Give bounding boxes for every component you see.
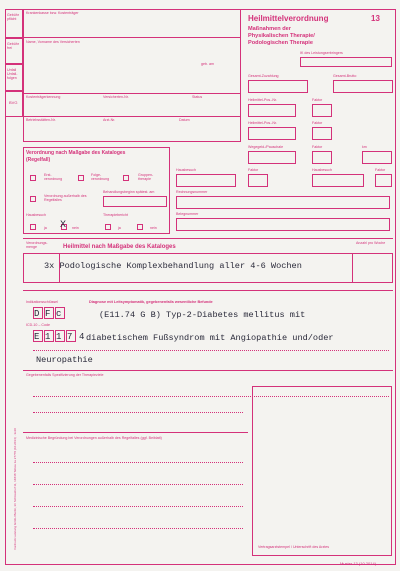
icd-char-4: 7 bbox=[67, 332, 73, 342]
goals-label: Gegebenenfalls Spezifizierung der Therapieziele bbox=[26, 373, 104, 377]
key-char-3: c bbox=[56, 309, 62, 319]
factor-boxes-1 bbox=[312, 104, 332, 117]
follow-prescription-checkbox[interactable] bbox=[78, 175, 84, 181]
travel-boxes bbox=[248, 151, 296, 164]
first-prescription-label: Erst- verordnung bbox=[44, 173, 63, 181]
start-date-boxes bbox=[103, 196, 167, 207]
invoice-no-label: Rechnungsnummer bbox=[176, 190, 208, 194]
item-no-label-1: Heilmittel-Pos.-Nr. bbox=[248, 98, 277, 102]
doctor-no-label: Arzt-Nr. bbox=[103, 118, 116, 122]
remedy-heading: Heilmittel nach Maßgabe des Kataloges bbox=[63, 244, 176, 250]
insured-no-label: Versicherten-Nr. bbox=[103, 95, 129, 99]
home-visit-no-label: nein bbox=[72, 226, 79, 230]
icd-char-3: 1 bbox=[56, 332, 62, 342]
qty-label: Verordnungs- menge bbox=[26, 241, 48, 249]
indication-key-label: Indikationsschlüssel bbox=[26, 300, 58, 304]
receipt-no-boxes bbox=[176, 218, 390, 231]
factor-label-5: Faktor bbox=[375, 168, 386, 172]
ik-label: IK des Leistungserbringers bbox=[300, 51, 343, 55]
follow-prescription-label: Folge- verordnung bbox=[91, 173, 110, 181]
item-no-boxes-1 bbox=[248, 104, 296, 117]
total-gross-boxes bbox=[333, 80, 393, 93]
diagnosis-line-2: diabetischem Fußsyndrom mit Angiopathie und/oder bbox=[86, 333, 334, 343]
form-number: 13 bbox=[371, 14, 380, 23]
home-visit-label-r1: Hausbesuch bbox=[176, 168, 196, 172]
report-no-label: nein bbox=[150, 226, 157, 230]
total-copay-label: Gesamt-Zuzahlung bbox=[248, 74, 279, 78]
home-visit-yes-label: ja bbox=[44, 226, 47, 230]
reason-label: Medizinische Begründung bei Verordnungen außerhalb des Regelfalles (ggf. Beiblatt) bbox=[26, 436, 162, 440]
side-print: Vordruck Leistung GmbH Berlin, Im Schlosshof 11, 14848 Teltow 1a 27770 (10.2014) · 3x10 bbox=[13, 428, 17, 550]
outside-regular-label: Verordnung außerhalb des Regelfalles bbox=[44, 194, 87, 202]
per-week-label: Anzahl pro Woche bbox=[356, 241, 386, 245]
form-title: Heilmittelverordnung bbox=[248, 14, 329, 23]
subtitle-3: Podologischen Therapie bbox=[248, 40, 313, 46]
icd-label: ICD-10 – Code bbox=[26, 323, 50, 327]
km-boxes bbox=[362, 151, 392, 164]
tab-fee-free: Gebühr frei bbox=[5, 38, 23, 64]
item-no-boxes-2 bbox=[248, 127, 296, 140]
insurer-id-label: Kostenträgerkennung bbox=[26, 95, 61, 99]
insurer-label: Krankenkasse bzw. Kostenträger bbox=[26, 11, 79, 15]
home-visit-yes-checkbox[interactable] bbox=[30, 224, 36, 230]
factor-boxes-4 bbox=[248, 174, 268, 187]
factor-boxes-2 bbox=[312, 127, 332, 140]
factor-label-1: Faktor bbox=[312, 98, 323, 102]
home-visit-label: Hausbesuch bbox=[26, 213, 46, 217]
diagnosis-heading: Diagnose mit Leitsymptomatik, gegebenenfalls wesentliche Befunde bbox=[89, 300, 213, 304]
outside-regular-checkbox[interactable] bbox=[30, 196, 36, 202]
report-yes-label: ja bbox=[118, 226, 121, 230]
factor-boxes-3 bbox=[312, 151, 332, 164]
practice-no-label: Betriebsstätten-Nr. bbox=[26, 118, 56, 122]
tab-accident: Unfall Unfall- folgen bbox=[5, 64, 23, 91]
status-label: Status bbox=[192, 95, 203, 99]
dob-label: geb. am bbox=[201, 62, 214, 66]
patient-block bbox=[23, 9, 241, 142]
date-label: Datum bbox=[179, 118, 190, 122]
factor-label-2: Faktor bbox=[312, 121, 323, 125]
invoice-no-boxes bbox=[176, 196, 390, 209]
report-yes-checkbox[interactable] bbox=[105, 224, 111, 230]
factor-label-4: Faktor bbox=[248, 168, 259, 172]
first-prescription-checkbox[interactable] bbox=[30, 175, 36, 181]
home-visit-boxes-1 bbox=[176, 174, 236, 187]
form-number-footer: Muster 13 (10.2014) bbox=[340, 561, 377, 566]
km-label: km bbox=[362, 145, 367, 149]
home-visit-no-mark: X bbox=[60, 220, 67, 231]
item-no-label-2: Heilmittel-Pos.-Nr. bbox=[248, 121, 277, 125]
tab-bvg: BVG bbox=[5, 91, 23, 117]
total-gross-label: Gesamt-Brutto bbox=[333, 74, 357, 78]
home-visit-label-r2: Hausbesuch bbox=[312, 168, 332, 172]
group-therapy-checkbox[interactable] bbox=[123, 175, 129, 181]
start-date-label: Behandlungsbeginn spätest. am bbox=[103, 190, 155, 194]
factor-boxes-5 bbox=[375, 174, 392, 187]
subtitle-2: Physikalischen Therapie/ bbox=[248, 33, 315, 39]
ik-boxes bbox=[300, 57, 392, 67]
name-label: Name, Vorname des Versicherten bbox=[26, 40, 80, 44]
report-label: Therapiebericht bbox=[103, 213, 128, 217]
receipt-no-label: Belegnummer bbox=[176, 212, 199, 216]
key-char-1: D bbox=[34, 309, 40, 319]
home-visit-boxes-2 bbox=[312, 174, 364, 187]
remedy-line: 3x Podologische Komplexbehandlung aller 4-6 Wochen bbox=[44, 261, 302, 271]
catalog-heading-2: (Regelfall) bbox=[26, 157, 51, 163]
icd-char-5: 4 bbox=[79, 332, 85, 342]
doctor-stamp-box bbox=[252, 386, 392, 556]
group-therapy-label: Gruppen- therapie bbox=[138, 173, 154, 181]
subtitle-1: Maßnahmen der bbox=[248, 26, 291, 32]
report-no-checkbox[interactable] bbox=[137, 224, 143, 230]
total-copay-boxes bbox=[248, 80, 308, 93]
travel-label: Wegegeld-/Pauschale bbox=[248, 145, 284, 149]
factor-label-3: Faktor bbox=[312, 145, 323, 149]
icd-char-1: E bbox=[34, 332, 40, 342]
icd-char-2: 1 bbox=[45, 332, 51, 342]
diagnosis-line-3: Neuropathie bbox=[36, 355, 93, 365]
key-char-2: F bbox=[45, 309, 51, 319]
diagnosis-line-1: (E11.74 G B) Typ-2-Diabetes mellitus mit bbox=[99, 310, 306, 320]
tab-fee-required: Gebühr pflicht bbox=[5, 9, 23, 38]
stamp-label: Vertragsarztstempel / Unterschrift des Arztes bbox=[258, 545, 330, 549]
catalog-heading-1: Verordnung nach Maßgabe des Kataloges bbox=[26, 150, 126, 156]
